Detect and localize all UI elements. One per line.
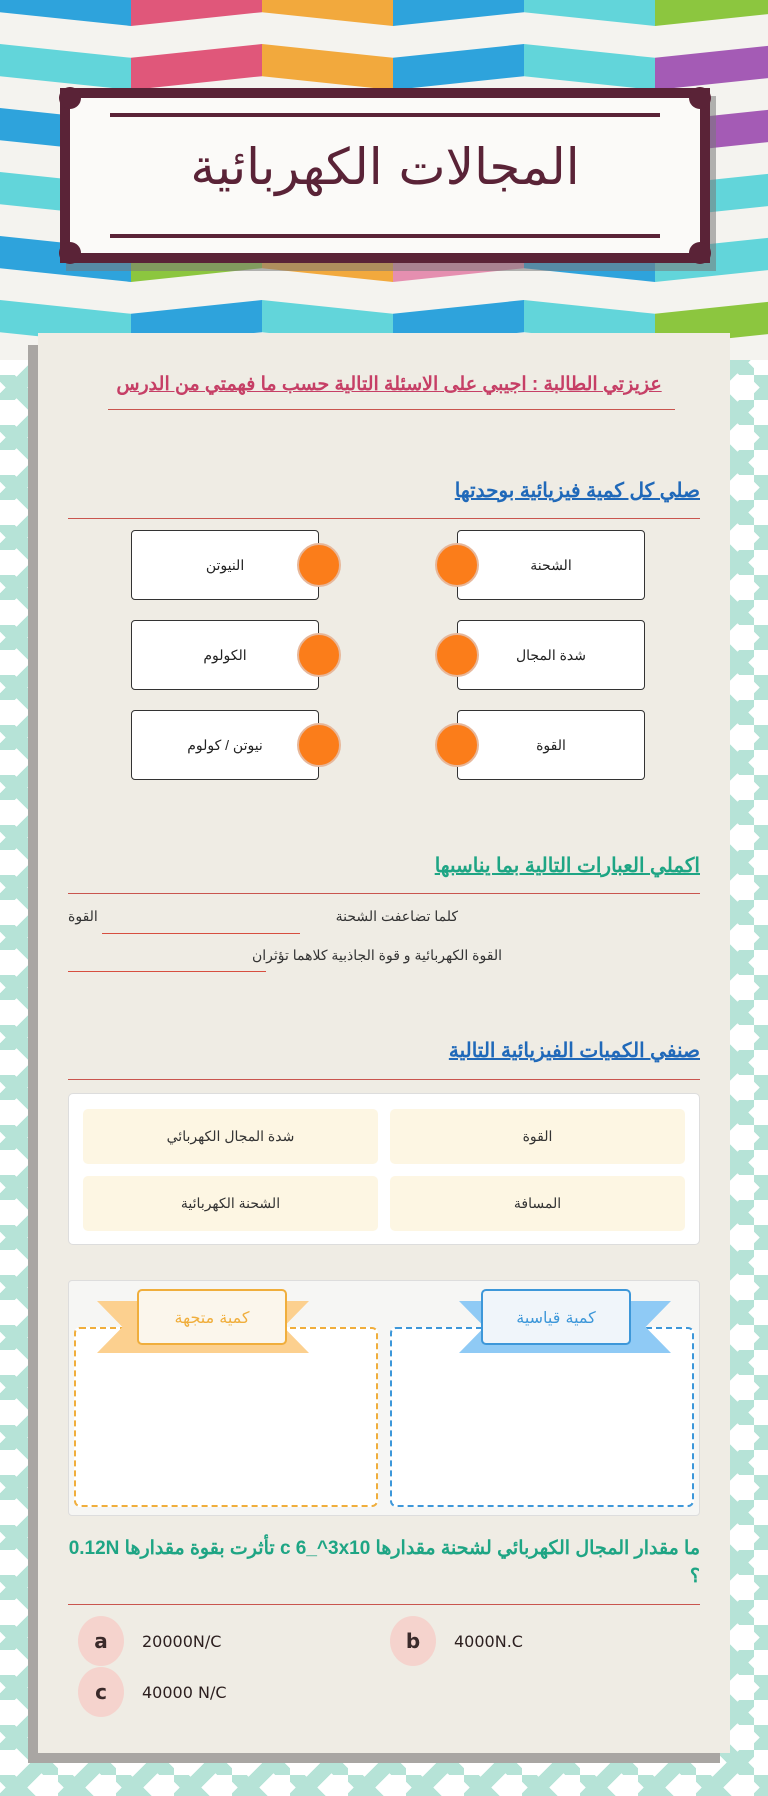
banner-corner [689, 242, 711, 264]
blank-input-2[interactable] [68, 948, 266, 972]
draggable-item[interactable]: الشحنة الكهربائية [83, 1176, 378, 1231]
page-title: المجالات الكهربائية [190, 138, 580, 196]
divider [68, 1079, 700, 1080]
banner-corner [59, 87, 81, 109]
vector-drop-zone[interactable] [74, 1327, 378, 1507]
match-label: النيوتن [205, 556, 245, 573]
draggable-item[interactable]: شدة المجال الكهربائي [83, 1109, 378, 1164]
header-stripe [393, 44, 524, 90]
mcq-question: ما مقدار المجال الكهربائي لشحنة مقدارها c 6_^3x10 تأثرت بقوة مقدارها 0.12N ؟ [68, 1538, 700, 1587]
sentence-1-before: كلما تضاعفت الشحنة [335, 908, 458, 924]
match-label: الشحنة [530, 556, 572, 573]
mcq-option-a[interactable] [78, 1616, 221, 1666]
match-label: الكولوم [203, 646, 247, 663]
header-stripe [524, 44, 655, 90]
option-letter-badge: b [390, 1616, 436, 1666]
match-label: نيوتن / كولوم [187, 736, 263, 753]
match-right-item[interactable] [131, 620, 319, 690]
match-label: شدة المجال [515, 646, 587, 663]
scalar-drop-zone[interactable] [390, 1327, 694, 1507]
match-connector-dot[interactable] [297, 543, 341, 587]
draggable-item[interactable]: القوة [390, 1109, 685, 1164]
header-stripe [262, 0, 393, 26]
match-connector-dot[interactable] [435, 723, 479, 767]
option-text: 20000N/C [142, 1631, 222, 1651]
title-rule-bottom [110, 234, 660, 238]
divider [108, 409, 675, 410]
sortable-items-panel [68, 1093, 700, 1245]
intro-instruction: عزيزتي الطالبة : اجيبي على الاسئلة التالية حسب ما فهمتي من الدرس [116, 374, 662, 395]
mcq-option-b[interactable] [390, 1616, 523, 1666]
header-stripe [0, 0, 131, 26]
match-connector-dot[interactable] [297, 633, 341, 677]
blank-input-1[interactable] [102, 910, 300, 934]
category-bins [68, 1280, 700, 1516]
match-left-item[interactable] [457, 710, 645, 780]
match-label: القوة [536, 736, 566, 753]
divider [68, 1604, 700, 1605]
fill-blanks-title: اكملي العبارات التالية بما يناسبها [434, 855, 700, 877]
match-right-item[interactable] [131, 710, 319, 780]
header-stripe [131, 0, 262, 26]
vector-bin-label: كمية متجهة [137, 1289, 287, 1345]
header-stripe [393, 0, 524, 26]
header-stripe [262, 44, 393, 90]
worksheet-card [38, 333, 730, 1753]
scalar-bin-label: كمية قياسية [481, 1289, 631, 1345]
header-stripe [524, 0, 655, 26]
header-stripe [0, 44, 131, 90]
match-right-item[interactable] [131, 530, 319, 600]
match-left-item[interactable] [457, 620, 645, 690]
title-banner-inner [70, 98, 700, 253]
header-stripe [655, 44, 768, 90]
header-stripe [655, 0, 768, 26]
sorting-title: صنفي الكميات الفيزيائية التالية [448, 1040, 700, 1062]
option-letter-badge: a [78, 1616, 124, 1666]
option-text: 4000N.C [454, 1631, 523, 1651]
match-connector-dot[interactable] [435, 633, 479, 677]
divider [68, 893, 700, 894]
title-rule-top [110, 113, 660, 117]
match-connector-dot[interactable] [435, 543, 479, 587]
option-letter-badge: c [78, 1667, 124, 1717]
match-left-item[interactable] [457, 530, 645, 600]
sentence-2-before: القوة الكهربائية و قوة الجاذبية كلاهما تؤثران [251, 947, 502, 963]
header-stripe [131, 44, 262, 90]
title-banner [60, 88, 710, 263]
matching-title: صلي كل كمية فيزيائية بوحدتها [454, 480, 700, 502]
option-text: 40000 N/C [142, 1682, 227, 1702]
mcq-option-c[interactable] [78, 1667, 227, 1717]
sentence-1-after: القوة [68, 908, 98, 924]
match-connector-dot[interactable] [297, 723, 341, 767]
banner-corner [59, 242, 81, 264]
divider [68, 518, 700, 519]
draggable-item[interactable]: المسافة [390, 1176, 685, 1231]
banner-corner [689, 87, 711, 109]
